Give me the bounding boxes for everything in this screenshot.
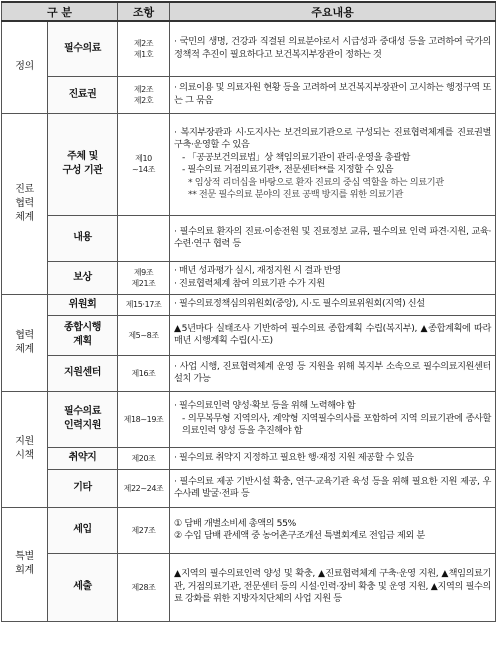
content-line: ** 전문 필수의료 분야의 진료 공백 방지를 위한 의료기관 [188,189,404,200]
content-subject [170,113,496,215]
content-line: ① 담배 개별소비세 총액의 55% [174,517,296,529]
article-workforce: 제18~19조 [118,391,170,447]
sub-committee: 위원회 [48,294,118,315]
article-essential [118,21,170,76]
article-revenue: 제27조 [118,507,170,553]
article-text: 제9조 제21조 [131,267,156,288]
table-row [2,215,496,261]
sub-text: 필수의료 인력지원 [63,406,102,431]
category-text: 진료 협력 체계 [15,183,34,223]
sub-revenue: 세입 [48,507,118,553]
content-revenue [170,507,496,553]
content-line: · 필수의료 취약지 지정하고 필요한 행·재정 지원 제공할 수 있음 [174,451,414,463]
category-support [2,391,48,507]
content-line: - 「공공보건의료법」상 책임의료기관이 관리·운영을 총괄함 [182,151,411,163]
table-row [2,469,496,507]
content-reward [170,261,496,294]
article-vulnerable: 제20조 [118,447,170,469]
article-center: 제16조 [118,355,170,391]
table-row [2,391,496,447]
content-line: ▲5년마다 실태조사 기반하여 필수의료 종합계획 수립(복지부), ▲종합계획에 따라 매년 시행계획 수립(시·도) [174,322,491,346]
content-line: - 필수의료 거점의료기관*, 전문센터**를 지정할 수 있음 [182,164,394,175]
table-row [2,315,496,355]
sub-vulnerable: 취약지 [48,447,118,469]
article-text: 제2조 제1호 [133,38,154,59]
sub-etc: 기타 [48,469,118,507]
content-committee [170,294,496,315]
sub-center: 지원센터 [48,355,118,391]
article-content [118,215,170,261]
article-subject [118,113,170,215]
content-line: · 사업 시행, 진료협력체계 운영 등 지원을 위해 복지부 소속으로 필수의료지원센터 설치 가능 [174,360,491,384]
category-account [2,507,48,621]
article-expense: 제28조 [118,553,170,621]
header-category: 구 분 [2,2,118,21]
sub-essential: 필수의료 [48,21,118,76]
category-text: 특별 회계 [15,551,34,576]
content-line: · 매년 성과평가 실시, 재정지원 시 결과 반영 [174,265,341,276]
header-article: 조항 [118,2,170,21]
header-content: 주요내용 [170,2,496,21]
article-committee: 제15·17조 [118,294,170,315]
content-etc [170,469,496,507]
content-vulnerable [170,447,496,469]
table-row [2,76,496,113]
table-row [2,447,496,469]
sub-text: 종합시행 계획 [63,322,102,347]
content-line: · 국민의 생명, 건강과 직결된 의료분야로서 시급성과 중대성 등을 고려하여 국가의 정책적 추진이 필요하다고 보건복지부장관이 정하는 것 [174,36,491,60]
sub-workforce [48,391,118,447]
law-summary-table [1,1,496,622]
table-row [2,355,496,391]
article-reward [118,261,170,294]
content-line: · 필수의료 환자의 진료·이송전원 및 진료정보 교류, 필수의료 인력 파견·지원, 교육·수련·연구 협력 등 [174,225,491,249]
content-essential [170,21,496,76]
header-row [2,2,496,21]
sub-reward: 보상 [48,261,118,294]
sub-region: 진료권 [48,76,118,113]
table-row [2,261,496,294]
category-text: 협력 체계 [15,329,34,355]
content-line: · 복지부장관과 시·도지사는 보건의료기관으로 구성되는 진료협력체계를 진료권별 구축·운영할 수 있음 [174,126,491,150]
content-plan [170,315,496,355]
category-cooperation [2,294,48,391]
content-line: ▲지역의 필수의료인력 양성 및 확충, ▲진료협력체계 구축·운영 지원, ▲책임의료기관, 거점의료기관, 전문센터 등의 시설·인력·장비 확충 및 운영 지원, ▲지역의 필수의료 강화를 위한 지방자치단체의 사업 지원 등 [174,568,491,605]
category-system [2,113,48,294]
content-line: ② 수입 담배 관세액 중 농어촌구조개선 특별회계로 전입금 제외 분 [174,530,425,541]
content-line: · 필수의료인력 양성·확보 등을 위해 노력해야 함 [174,400,356,412]
content-region [170,76,496,113]
content-expense [170,553,496,621]
content-workforce [170,391,496,447]
table-row [2,553,496,621]
sub-plan [48,315,118,355]
table-row [2,507,496,553]
content-line: · 진료협력체계 참여 의료기관 수가 지원 [174,277,325,289]
article-text: 제2조 제2호 [133,84,154,105]
table-row [2,113,496,215]
sub-subject [48,113,118,215]
sub-content: 내용 [48,215,118,261]
content-line: - 의무복무형 지역의사, 계약형 지역필수의사를 포함하여 지역 의료기관에 종사할 의료인력 양성 등을 추진해야 함 [182,412,491,437]
content-center [170,355,496,391]
content-line: · 의료이용 및 의료자원 현황 등을 고려하여 보건복지부장관이 고시하는 행정구역 또는 그 묶음 [174,82,491,106]
article-text: 제10 ~14조 [131,154,155,174]
content-line: * 임상적 리더십을 바탕으로 환자 진료의 중심 역할을 하는 의료기관 [188,176,444,188]
content-content [170,215,496,261]
table-row [2,294,496,315]
sub-text: 주체 및 구성 기관 [62,151,103,176]
category-definition: 정의 [2,21,48,113]
article-plan: 제5~8조 [118,315,170,355]
category-text: 지원 시책 [15,436,34,461]
article-etc: 제22~24조 [118,469,170,507]
table-row [2,21,496,76]
sub-expense: 세출 [48,553,118,621]
content-line: · 필수의료 제공 기반시설 확충, 연구·교육기관 육성 등을 위해 필요한 지원 제공, 우수사례 발굴·전파 등 [174,475,491,499]
content-line: · 필수의료정책심의위원회(중앙), 시·도 필수의료위원회(지역) 신설 [174,298,425,310]
article-region [118,76,170,113]
